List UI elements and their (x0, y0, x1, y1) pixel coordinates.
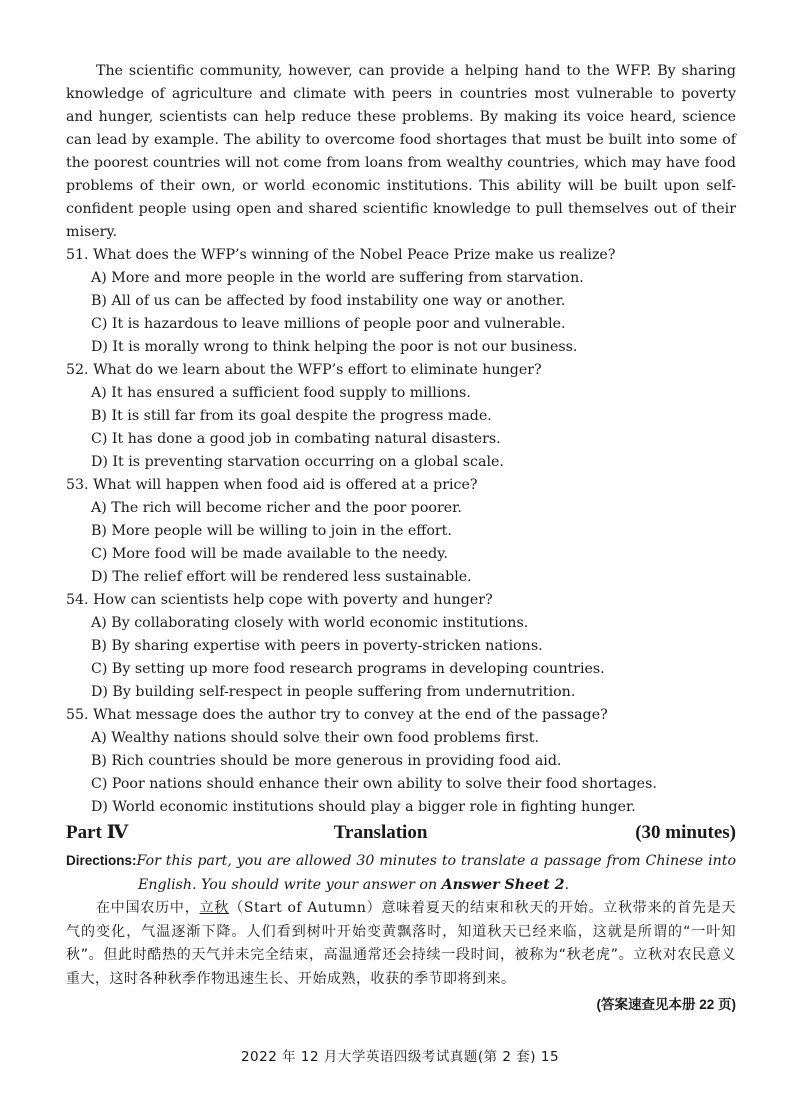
question-option: A) By collaborating closely with world economic institutions. (91, 615, 529, 631)
part-header (66, 821, 736, 849)
question-option: B) All of us can be affected by food instability one way or another. (91, 293, 566, 309)
exam-page (66, 60, 736, 1013)
question-option: C) More food will be made available to the needy. (91, 546, 448, 562)
part-time: (30 minutes) (635, 822, 736, 843)
question-option: A) It has ensured a sufficient food supply to millions. (91, 385, 471, 401)
question-stem: 52. What do we learn about the WFP’s effort to eliminate hunger? (66, 362, 542, 378)
translation-term-en: （Start of Autumn） (229, 900, 382, 916)
question-option: B) Rich countries should be more generous in providing food aid. (91, 753, 562, 769)
question-option: B) It is still far from its goal despite the progress made. (91, 408, 492, 424)
translation-term: 立秋 (199, 900, 230, 916)
question-stem: 55. What message does the author try to convey at the end of the passage? (66, 707, 608, 723)
translation-passage (66, 897, 736, 991)
question-stem: 51. What does the WFP’s winning of the Nobel Peace Prize make us realize? (66, 247, 616, 263)
translation-pre: 在中国农历中， (96, 900, 200, 916)
question-option: D) The relief effort will be rendered less sustainable. (91, 569, 472, 585)
answer-sheet-ref: Answer Sheet 2 (441, 877, 565, 893)
question-option: D) It is morally wrong to think helping the poor is not our business. (91, 339, 578, 355)
answer-reference: (答案速查见本册 22 页) (596, 997, 736, 1012)
question-option: A) The rich will become richer and the poor poorer. (91, 500, 462, 516)
question-option: C) It is hazardous to leave millions of people poor and vulnerable. (91, 316, 566, 332)
question-stem: 54. How can scientists help cope with poverty and hunger? (66, 592, 493, 608)
question-option: B) More people will be willing to join in the effort. (91, 523, 452, 539)
question-option: D) World economic institutions should play a bigger role in fighting hunger. (91, 799, 636, 815)
directions-end: . (564, 877, 570, 893)
part-title: Translation (333, 822, 428, 843)
translation-post: 意味着夏天的结束和秋天的开始。立秋带来的首先是天气的变化，气温逐渐下降。人们看到树叶开始变黄飘落时，知道秋天已经来临，这就是所谓的“一叶知秋”。但此时酷热的天气并未完全结束，高温通常还会持续一段时间，被称为“秋老虎”。立秋对农民意义重大，这时各种秋季作物迅速生长、开始成熟，收获的季节即将到来。 (66, 900, 737, 987)
question-option: C) It has done a good job in combating natural disasters. (91, 431, 501, 447)
directions-label: Directions: (66, 853, 137, 868)
question-option: B) By sharing expertise with peers in poverty-stricken nations. (91, 638, 543, 654)
question-option: C) Poor nations should enhance their own ability to solve their food shortages. (91, 776, 657, 792)
question-stem: 53. What will happen when food aid is offered at a price? (66, 477, 478, 493)
question-option: D) It is preventing starvation occurring on a global scale. (91, 454, 504, 470)
part-label: Part Ⅳ (66, 822, 129, 843)
directions (66, 849, 736, 897)
question-option: D) By building self-respect in people suffering from undernutrition. (91, 684, 576, 700)
page-footer: 2022 年 12 月大学英语四级考试真题(第 2 套) 15 (240, 1049, 560, 1065)
question-option: A) Wealthy nations should solve their own food problems first. (91, 730, 540, 746)
question-list (66, 244, 736, 819)
directions-text: For this part, you are allowed 30 minutes to translate a passage from Chinese into English. You should write your answer on (136, 853, 736, 893)
question-option: A) More and more people in the world are suffering from starvation. (91, 270, 584, 286)
passage-paragraph: The scientific community, however, can provide a helping hand to the WFP. By sharing knowledge of agriculture and climate with peers in countries most vulnerable to poverty and hunger, scientists can help reduce these problems. By making its voice heard, science can lead by example. The ability to overcome food shortages that must be built into some of the poorest countries will not come from loans from wealthy countries, which may have food problems of their own, or world economic institutions. This ability will be built upon self-confident people using open and shared scientific knowledge to pull themselves out of their misery. (66, 63, 736, 240)
question-option: C) By setting up more food research programs in developing countries. (91, 661, 605, 677)
